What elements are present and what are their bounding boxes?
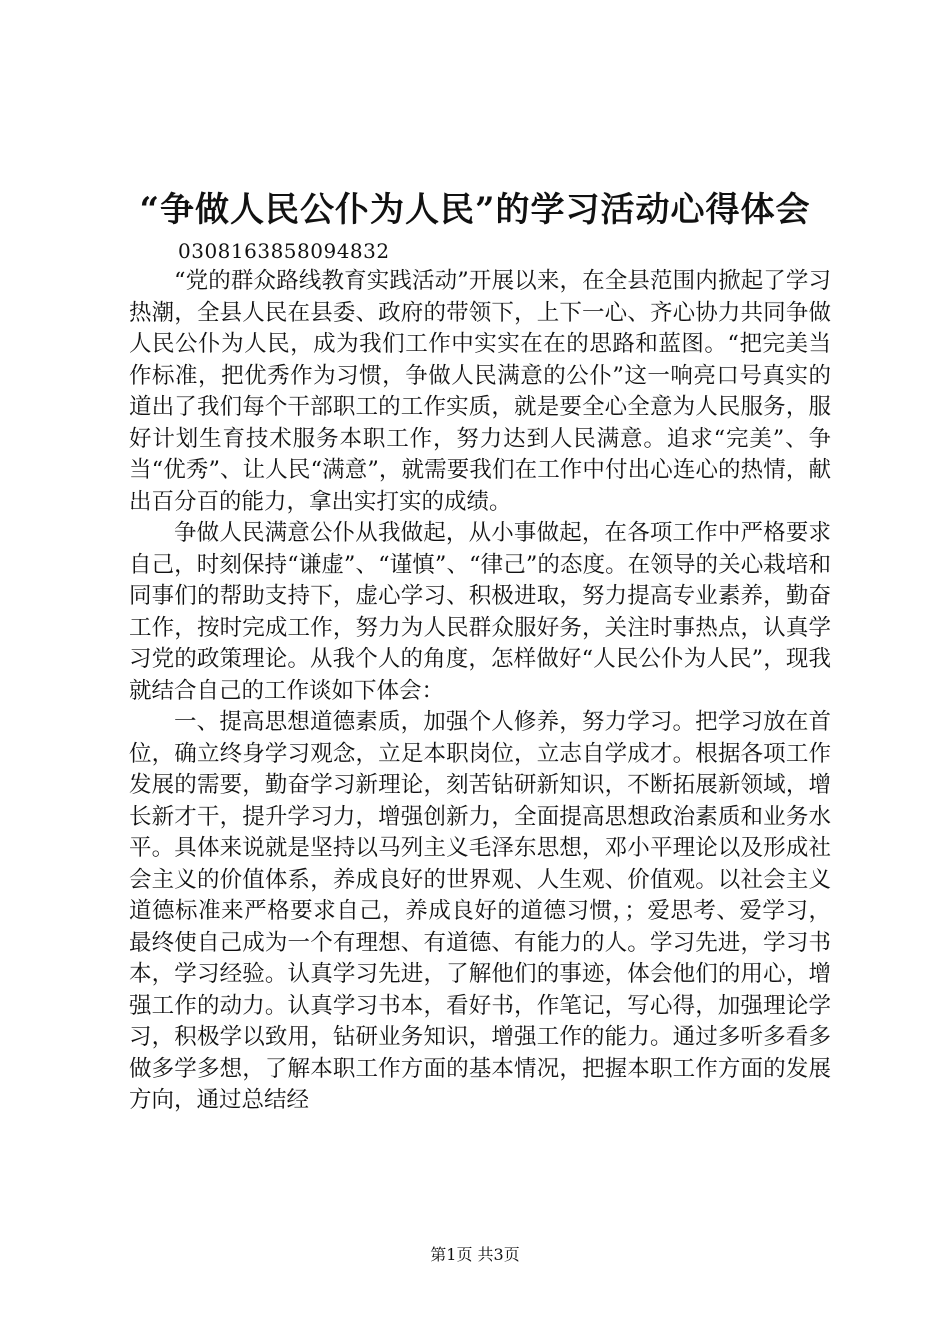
page-footer: 第1页 共3页 [430,1245,520,1264]
document-title: “争做人民公仆为人民”的学习活动心得体会 [139,190,811,230]
document-number: 0308163858094832 [178,239,390,263]
paragraph-3: 一、提高思想道德素质，加强个人修养，努力学习。把学习放在首位，确立终身学习观念，立足本职岗位，立志自学成才。根据各项工作发展的需要，勤奋学习新理论，刻苦钻研新知识，不断拓展新领域，增长新才干，提升学习力，增强创新力，全面提高思想政治素质和业务水平。具体来说就是坚持以马列主义毛泽东思想，邓小平理论以及形成社会主义的价值体系，养成良好的世界观、人生观、价值观。以社会主义道德标准来严格要求自己，养成良好的道德习惯，；爱思考、爱学习，最终使自己成为一个有理想、有道德、有能力的人。学习先进，学习书本，学习经验。认真学习先进，了解他们的事迹，体会他们的用心，增强工作的动力。认真学习书本，看好书，作笔记，写心得，加强理论学习，积极学以致用，钻研业务知识，增强工作的能力。通过多听多看多做多学多想，了解本职工作方面的基本情况，把握本职工作方面的发展方向，通过总结经 [129,709,831,1113]
document-body [129,266,831,1117]
paragraph-1: “党的群众路线教育实践活动”开展以来，在全县范围内掀起了学习热潮，全县人民在县委、政府的带领下，上下一心、齐心协力共同争做人民公仆为人民，成为我们工作中实实在在的思路和蓝图。“把完美当作标准，把优秀作为习惯，争做人民满意的公仆”这一响亮口号真实的道出了我们每个干部职工的工作实质，就是要全心全意为人民服务，服好计划生育技术服务本职工作，努力达到人民满意。追求“完美”、争当“优秀”、让人民“满意”，就需要我们在工作中付出心连心的热情，献出百分百的能力，拿出实打实的成绩。 [129,268,831,515]
paragraph-2: 争做人民满意公仆从我做起，从小事做起，在各项工作中严格要求自己，时刻保持“谦虚”、“谨慎”、“律己”的态度。在领导的关心栽培和同事们的帮助支持下，虚心学习、积极进取，努力提高专业素养，勤奋工作，按时完成工作，努力为人民群众服好务，关注时事热点，认真学习党的政策理论。从我个人的角度，怎样做好“人民公仆为人民”，现我就结合自己的工作谈如下体会： [129,520,831,704]
